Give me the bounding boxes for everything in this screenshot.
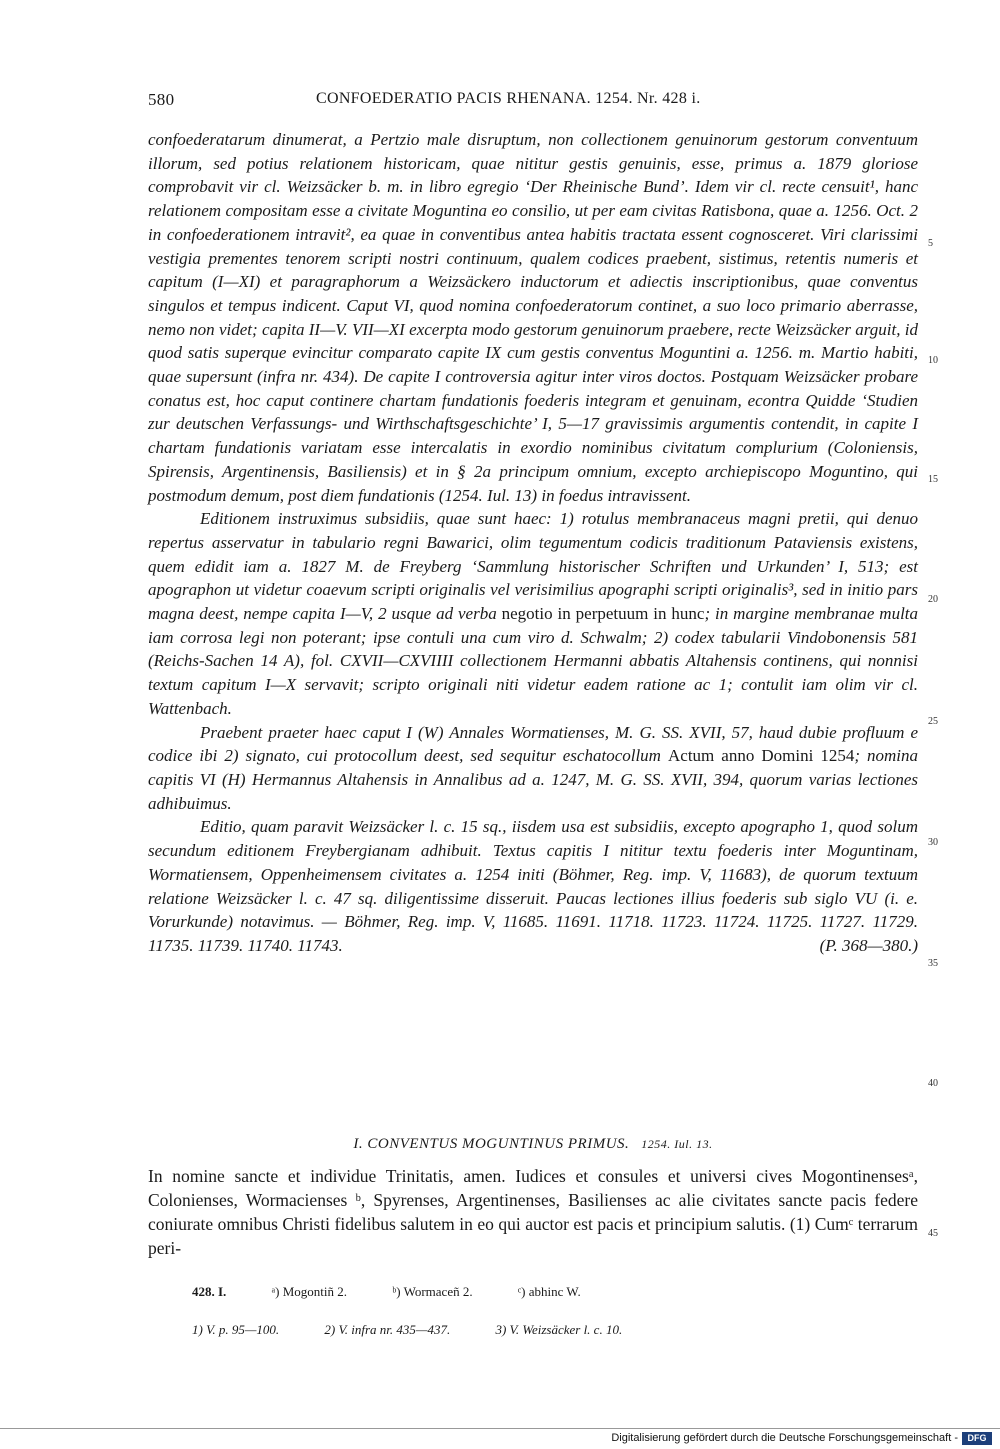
introduction-text <box>148 128 918 958</box>
footnote-1: 1) V. p. 95—100. <box>192 1322 280 1337</box>
charter-paragraph: In nomine sancte et individue Trinitatis, amen. Iudices et consules et universi cives Mogontinensesᵃ, Colonienses, Wormacienses ᵇ, Spyrenses, Argentinenses, Basilienses ac alie civitates sancte pacis federe coniurate omnibus Christi fidelibus salutem in eo qui auctor est pacis et principium salutis. (1) Cumᶜ terrarum peri- <box>148 1166 918 1258</box>
digitization-footer <box>0 1428 1000 1449</box>
section-date: 1254. Iul. 13. <box>641 1137 713 1151</box>
paragraph-3-start: Praebent praeter haec caput I (W) Annales Wormatienses, M. G. SS. XVII, 57, haud dubie profluum e codice ibi 2) signato, cui protocollum deest, sed sequitur eschatocollum <box>148 722 918 766</box>
page-header <box>148 90 918 114</box>
line-number: 35 <box>928 958 938 969</box>
footnote-2: 2) V. infra nr. 435—437. <box>324 1322 451 1337</box>
section-heading: I. CONVENTUS MOGUNTINUS PRIMUS. <box>353 1136 630 1152</box>
paragraph-4-reference: (P. 368—380.) <box>819 935 918 955</box>
footnotes <box>192 1322 918 1338</box>
line-number: 15 <box>928 474 938 485</box>
paragraph-1: confoederatarum dinumerat, a Pertzio male disruptum, non collectionem genuinorum gestorum conventuum illorum, sed potius relationem historicam, quae nititur gestis genuinis, esse, primus a. 1879 gloriose comprobavit vir cl. Weizsäcker b. m. in libro egregio ‘Der Rheinische Bund’. Idem vir cl. recte censuit¹, hanc relationem compositam esse a civitate Moguntina eo consilio, ut per eam civitas Ratisbona, quae a. 1256. Oct. 2 in confoederationem intravit², ea quae in conventibus antea habitis tractata essent cognosceret. Viri clarissimi vestigia prementes tenorem scripti nostri continuum, qualem codices praebent, sistimus, retentis numeris et capitum (I—XI) et paragraphorum a Weizsäckero inductorum et adiectis inscriptionibus, quae conventus singulos et tempus indicent. Caput VI, quod nomina confoederatorum continet, a suo loco primario aberrasse, nemo non videt; capita II—V. VII—XI excerpta modo gestorum genuinorum praebere, recte Weizsäcker arguit, id quod satis superque evincitur comparato capite IX cum gestis conventus Moguntini a. 1256. m. Martio habiti, quae supersunt (infra nr. 434). De capite I controversia agitur inter viros doctos. Postquam Weizsäcker probare conatus est, hoc caput continere chartam fundationis foederis integram et genuinam, econtra Quidde ‘Studien zur deutschen Verfassungs- und Wirthschaftsgeschichte’ I, 5—17 gravissimis argumentis contendit, in capite I chartam fundationis variatam esse intercalatis in exordio nominibus civitatum complurium (Coloniensis, Spirensis, Argentinensis, Basiliensis) et in § 2a principum omnium, excepto archiepiscopo Moguntino, qui postmodum demum, post diem fundationis (1254. Iul. 13) in foedus intravissent. <box>148 130 918 505</box>
footnote-3: 3) V. Weizsäcker l. c. 10. <box>495 1322 623 1337</box>
line-number: 5 <box>928 238 933 249</box>
paragraph-4 <box>148 815 918 957</box>
variant-notes-lead: 428. I. <box>192 1284 227 1299</box>
paragraph-2-start: Editionem instruximus subsidiis, quae sunt haec: 1) rotulus membranaceus magni pretii, qui denuo repertus asservatur in tabulario regni Bawarici, olim tegumentum codicis traditionum Pataviensis existens, quem edidit iam a. 1827 M. de Freyberg ‘Sammlung historischer Schriften und Urkunden’ I, 513; est apographon ut videtur coaevum scripti originalis vel verisimilius apographi scripti originalis³, sed in initio pars magna deest, nempe capita I—V, 2 usque ad verba <box>148 509 918 624</box>
paragraph-4-text: Editio, quam paravit Weizsäcker l. c. 15 sq., iisdem usa est subsidiis, excepto apographo 1, quod solum secundum editionem Freybergianam adhibuit. Textus capitis I nititur textu foederis inter Moguntinam, Wormatiensem, Oppenheimensem civitates a. 1254 initi (Böhmer, Reg. imp. V, 11683), de quorum textuum relatione Weizsäcker l. c. 47 sq. diligentissime disseruit. Paucas lectiones illius foederis sub siglo VU (i. e. Vorurkunde) notavimus. — Böhmer, Reg. imp. V, 11685. 11691. 11718. 11723. 11724. 11725. 11727. 11729. 11735. 11739. 11740. 11743. <box>148 817 918 955</box>
line-number: 45 <box>928 1228 938 1239</box>
paragraph-3 <box>148 721 918 816</box>
dfg-logo-icon: DFG <box>962 1432 992 1445</box>
variant-note-a: ᵃ) Mogontiñ 2. <box>271 1284 347 1299</box>
line-number: 25 <box>928 716 938 727</box>
section-title <box>148 1136 918 1153</box>
line-number: 40 <box>928 1078 938 1089</box>
line-number: 30 <box>928 837 938 848</box>
variant-note-b: ᵇ) Wormaceñ 2. <box>392 1284 473 1299</box>
paragraph-2 <box>148 507 918 720</box>
variant-note-c: ᶜ) abhinc W. <box>517 1284 581 1299</box>
paragraph-2-end: ; in margine membranae multa iam corrosa legi non poterant; ipse contuli una cum viro d. Schwalm; 2) codex tabularii Vindobonensis 581 (Reichs-Sachen 14 A), fol. CXVII—CXVIIII collectionem Hermanni abbatis Altahensis continens, qui nonnisi textum capitum I—X servavit; scripto originali niti videtur eadem ratione ac 1; contulit iam olim vir cl. Wattenbach. <box>148 604 919 718</box>
paragraph-2-quotation: negotio in perpetuum in hunc <box>501 604 705 624</box>
running-title: CONFOEDERATIO PACIS RHENANA. 1254. Nr. 428 i. <box>316 90 701 107</box>
page-number: 580 <box>148 90 175 109</box>
line-number: 20 <box>928 594 938 605</box>
footer-credit: Digitalisierung gefördert durch die Deutsche Forschungsgemeinschaft - <box>611 1432 958 1444</box>
variant-notes <box>192 1284 918 1300</box>
line-number: 10 <box>928 355 938 366</box>
charter-text <box>148 1164 918 1260</box>
paragraph-3-end: ; nomina capitis VI (H) Hermannus Altahensis in Annalibus ad a. 1247, M. G. SS. XVII, 394, quorum varias lectiones adhibuimus. <box>148 746 919 813</box>
paragraph-3-quotation: Actum anno Domini 1254 <box>668 746 855 766</box>
